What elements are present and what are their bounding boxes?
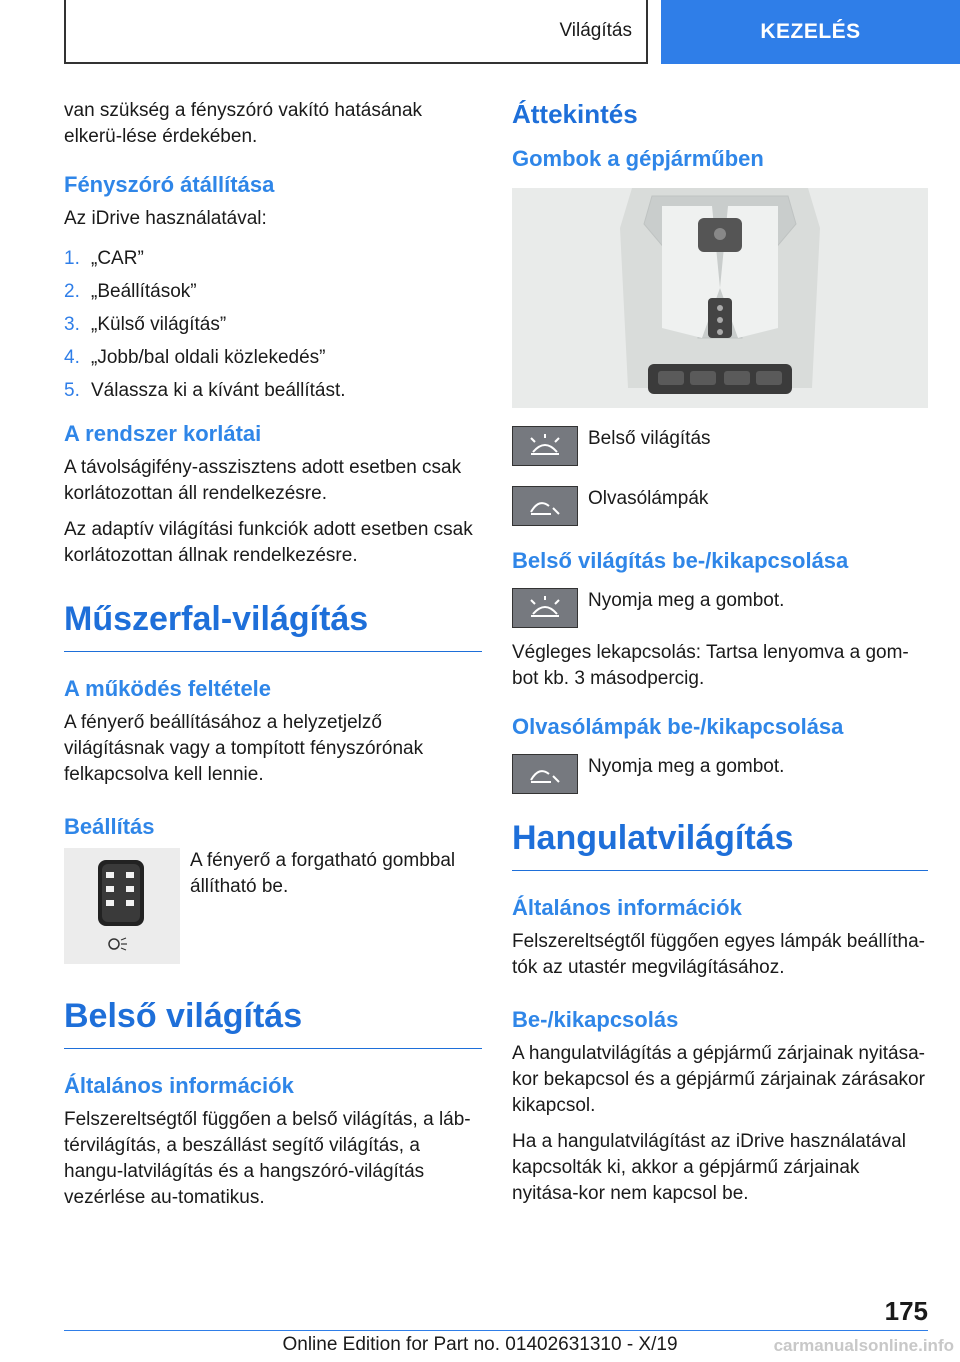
interior-light-icon bbox=[512, 426, 578, 466]
limits-text-1: A távolságifény-asszisztens adott esetben csak korlátozottan áll rendelkezésre. bbox=[64, 457, 462, 504]
heading-condition: A működés feltétele bbox=[64, 676, 272, 701]
roof-console-image bbox=[512, 188, 928, 408]
list-item bbox=[64, 275, 482, 308]
step-number: 1. bbox=[64, 248, 80, 269]
step-text: Válassza ki a kívánt beállítást. bbox=[91, 380, 346, 401]
heading-general-info: Általános információk bbox=[64, 1073, 294, 1098]
list-item bbox=[64, 341, 482, 374]
footer-divider bbox=[64, 1330, 928, 1331]
footer-edition: Online Edition for Part no. 01402631310 - X/19 bbox=[282, 1334, 678, 1355]
heading-system-limits: A rendszer korlátai bbox=[64, 421, 262, 446]
interior-light-icon bbox=[512, 588, 578, 628]
left-column bbox=[64, 98, 482, 1221]
interior-light-label: Belső világítás bbox=[588, 428, 711, 449]
header-section-title: Világítás bbox=[559, 20, 632, 41]
setting-text: A fényerő a forgatható gombbal állítható be. bbox=[190, 850, 456, 897]
heading-headlight-adjust: Fényszóró átállítása bbox=[64, 172, 275, 197]
icon-row-interior-toggle bbox=[512, 588, 928, 628]
step-number: 5. bbox=[64, 380, 80, 401]
reading-light-icon bbox=[512, 486, 578, 526]
onoff-text-1: A hangulatvilágítás a gépjármű zárjainak nyitása-kor bekapcsol és a gépjármű zárjainak zárásakor kikapcsol. bbox=[512, 1043, 925, 1116]
step-text: „Külső világítás” bbox=[91, 314, 227, 335]
reading-light-icon bbox=[512, 754, 578, 794]
step-text: „Beállítások” bbox=[91, 281, 197, 302]
heading-interior-lighting: Belső világítás bbox=[64, 996, 482, 1049]
step-text: „Jobb/bal oldali közlekedés” bbox=[91, 347, 326, 368]
dimmer-wheel-image bbox=[64, 848, 180, 964]
step-number: 4. bbox=[64, 347, 80, 368]
heading-reading-toggle: Olvasólámpák be-/kikapcsolása bbox=[512, 714, 844, 739]
header-chapter-title: KEZELÉS bbox=[760, 20, 861, 43]
steps-list bbox=[64, 242, 482, 407]
heading-interior-toggle: Belső világítás be-/kikapcsolása bbox=[512, 548, 849, 573]
heading-general-info-2: Általános információk bbox=[512, 895, 742, 920]
intro-text: van szükség a fényszóró vakító hatásának elkerü-lése érdekében. bbox=[64, 100, 423, 147]
heading-on-off: Be-/kikapcsolás bbox=[512, 1007, 679, 1032]
step-number: 2. bbox=[64, 281, 80, 302]
permanent-off-text: Végleges lekapcsolás: Tartsa lenyomva a gom-bot kb. 3 másodpercig. bbox=[512, 642, 909, 689]
setting-block bbox=[64, 848, 482, 964]
right-column bbox=[512, 98, 928, 1217]
step-number: 3. bbox=[64, 314, 80, 335]
icon-row-reading-toggle bbox=[512, 754, 928, 794]
list-item bbox=[64, 308, 482, 341]
heading-ambient-lighting: Hangulatvilágítás bbox=[512, 818, 928, 871]
page-number: 175 bbox=[884, 1296, 928, 1326]
heading-setting: Beállítás bbox=[64, 814, 155, 839]
icon-row-interior bbox=[512, 426, 928, 466]
reading-light-label: Olvasólámpák bbox=[588, 488, 709, 509]
step-text: „CAR” bbox=[91, 248, 144, 269]
heading-instrument-lighting: Műszerfal-világítás bbox=[64, 599, 482, 652]
icon-row-reading bbox=[512, 486, 928, 526]
press-button-text-2: Nyomja meg a gombot. bbox=[588, 756, 785, 777]
header-chapter bbox=[661, 0, 960, 64]
heading-overview: Áttekintés bbox=[512, 99, 638, 129]
onoff-text-2: Ha a hangulatvilágítást az iDrive használatával kapcsolták ki, akkor a gépjármű zárjainak nyitása-kor nem kapcsol be. bbox=[512, 1131, 906, 1204]
limits-text-2: Az adaptív világítási funkciók adott esetben csak korlátozottan állnak rendelkezésre. bbox=[64, 519, 473, 566]
press-button-text: Nyomja meg a gombot. bbox=[588, 590, 785, 611]
heading-buttons-in-vehicle: Gombok a gépjárműben bbox=[512, 146, 764, 171]
list-item bbox=[64, 242, 482, 275]
general-text: Felszereltségtől függően a belső világítás, a láb-térvilágítás, a beszállást segítő világítás, a hangu-latvilágítás és a hangszóró-világítás vezérlése au-tomatikus. bbox=[64, 1109, 471, 1208]
condition-text: A fényerő beállításához a helyzetjelző világításnak vagy a tompított fényszórónak felkapcsolva kell lennie. bbox=[64, 712, 424, 785]
header-section bbox=[64, 0, 648, 64]
adjust-intro: Az iDrive használatával: bbox=[64, 208, 267, 229]
watermark: carmanualsonline.info bbox=[773, 1336, 954, 1355]
list-item bbox=[64, 374, 482, 407]
general2-text: Felszereltségtől függően egyes lámpák beállítha-tók az utastér megvilágításához. bbox=[512, 931, 925, 978]
